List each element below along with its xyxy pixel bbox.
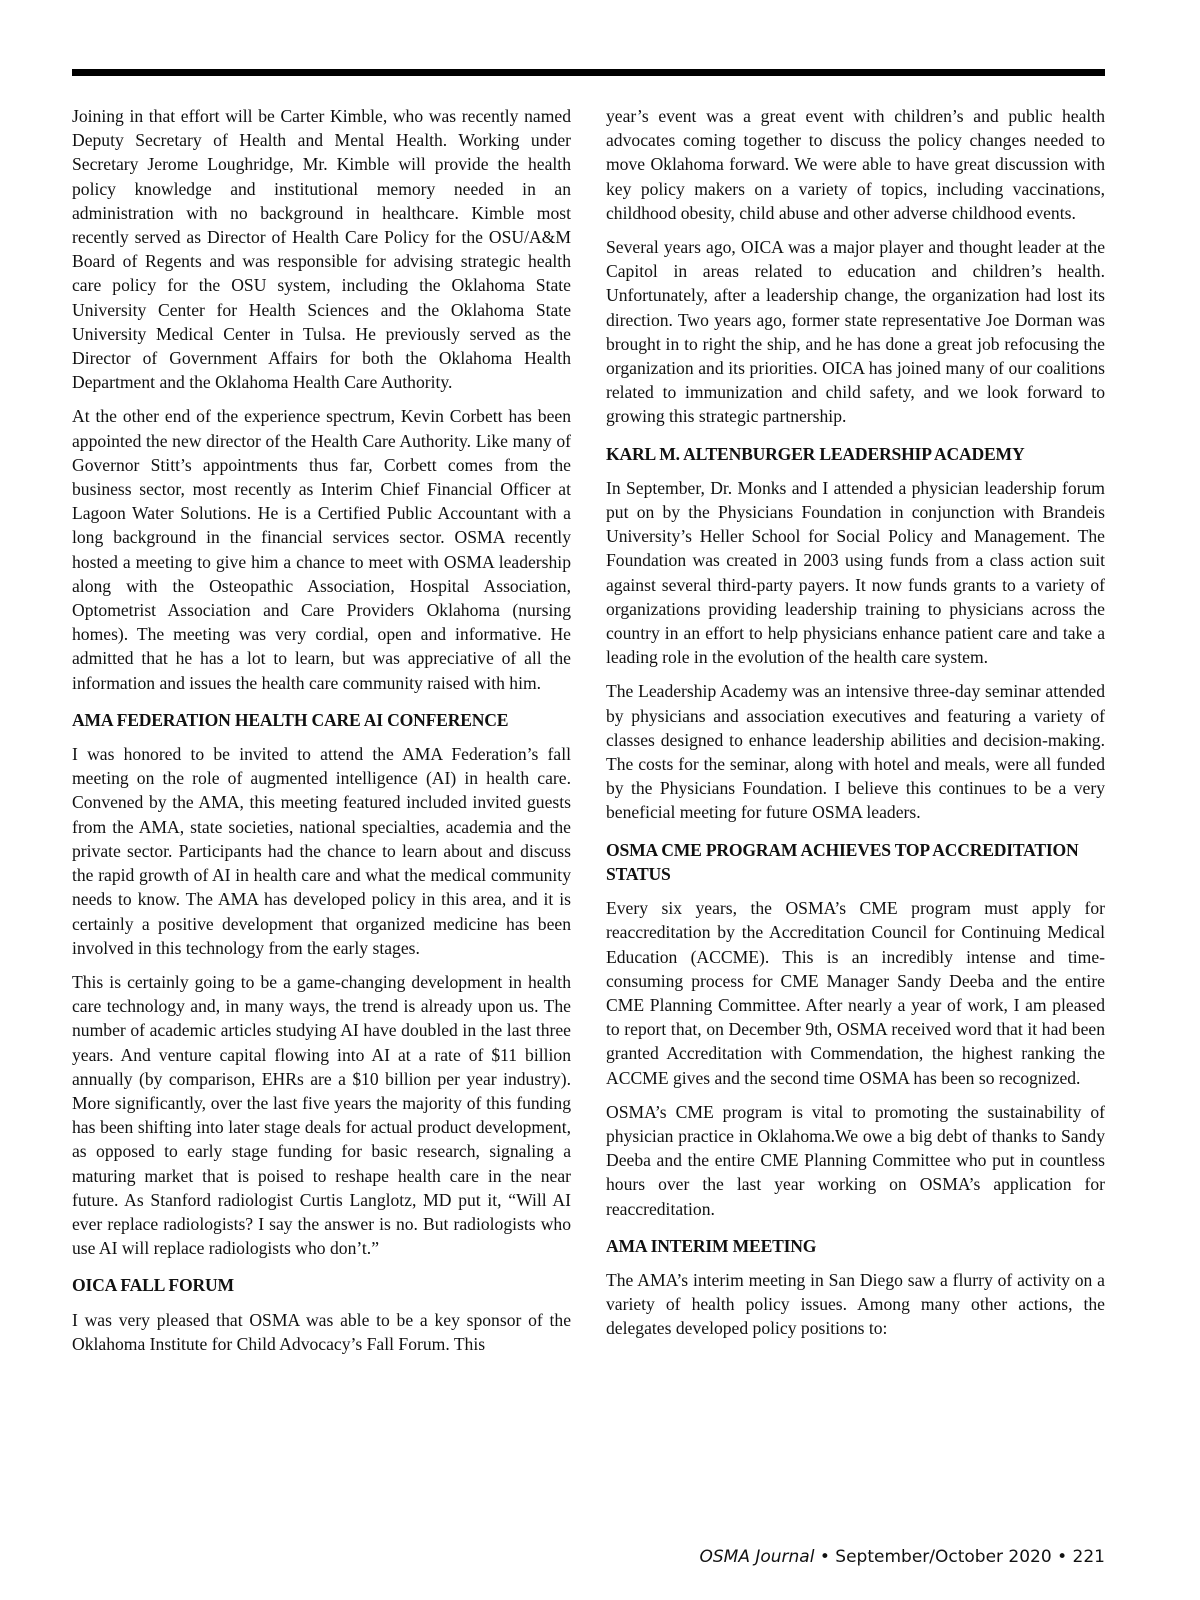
section-heading: OICA FALL FORUM — [72, 1275, 234, 1296]
section-heading: OSMA CME PROGRAM ACHIEVES TOP ACCREDITATION STATUS — [606, 839, 1079, 884]
left-column — [72, 104, 571, 1366]
paragraph: Several years ago, OICA was a major player and thought leader at the Capitol in areas related to education and children’s health. Unfortunately, after a leadership change, the organization had lost its direction. Two years ago, former state representative Joe Dorman was brought in to right the ship, and he has done a great job refocusing the organization and its priorities. OICA has joined many of our coalitions related to immunization and child safety, and we look forward to growing this strategic partnership. — [606, 237, 1105, 427]
issue-date: September/October 2020 — [835, 1547, 1052, 1567]
paragraph: The Leadership Academy was an intensive three-day seminar attended by physicians and association executives and featuring a variety of classes designed to enhance leadership abilities and decision-making. The costs for the seminar, along with hotel and meals, were all funded by the Physicians Foundation. I believe this continues to be a very beneficial meeting for future OSMA leaders. — [606, 681, 1105, 823]
paragraph: I was very pleased that OSMA was able to be a key sponsor of the Oklahoma Institute for Child Advocacy’s Fall Forum. This — [72, 1309, 571, 1354]
paragraph: The AMA’s interim meeting in San Diego saw a flurry of activity on a variety of health policy issues. Among many other actions, the delegates developed policy positions to: — [606, 1269, 1105, 1339]
top-rule — [72, 69, 1105, 76]
journal-name: OSMA Journal — [699, 1547, 815, 1567]
section-heading: AMA INTERIM MEETING — [606, 1235, 817, 1256]
paragraph: year’s event was a great event with children’s and public health advocates coming together to discuss the policy changes needed to move Oklahoma forward. We were able to have great discussion with key policy makers on a variety of topics, including vaccinations, childhood obesity, child abuse and other adverse childhood events. — [606, 106, 1105, 223]
paragraph: This is certainly going to be a game-changing development in health care technology and, in many ways, the trend is already upon us. The number of academic articles studying AI have doubled in the last three years. And venture capital flowing into AI at a rate of $11 billion annually (by comparison, EHRs are a $10 billion per year industry). More significantly, over the last five years the majority of this funding has been shifting into later stage deals for actual product development, as opposed to early stage funding for basic research, signaling a maturing market that is poised to reshape health care in the near future. As Stanford radiologist Curtis Langlotz, MD put it, “Will AI ever replace radiologists? I say the answer is no. But radiologists who use AI will replace radiologists who don’t.” — [72, 971, 571, 1259]
paragraph: OSMA’s CME program is vital to promoting the sustainability of physician practice in Oklahoma.We owe a big debt of thanks to Sandy Deeba and the entire CME Planning Committee who put in countless hours over the last year working on OSMA’s application for reaccreditation. — [606, 1101, 1105, 1219]
paragraph: At the other end of the experience spectrum, Kevin Corbett has been appointed the new director of the Health Care Authority. Like many of Governor Stitt’s appointments thus far, Corbett comes from the business sector, most recently as Interim Chief Financial Officer at Lagoon Water Solutions. He is a Certified Public Accountant with a long background in the financial services sector. OSMA recently hosted a meeting to give him a chance to meet with OSMA leadership along with the Osteopathic Association, Hospital Association, Optometrist Association and Care Providers Oklahoma (nursing homes). The meeting was very cordial, open and informative. He admitted that he has a lot to learn, but was appreciative of all the information and issues the health care community raised with him. — [72, 406, 571, 693]
right-column — [606, 104, 1105, 1351]
section-heading: KARL M. ALTENBURGER LEADERSHIP ACADEMY — [606, 443, 1025, 464]
page-footer — [699, 1547, 1105, 1567]
page-number: 221 — [1072, 1547, 1105, 1567]
section-heading: AMA FEDERATION HEALTH CARE AI CONFERENCE — [72, 709, 509, 730]
paragraph: Joining in that effort will be Carter Kimble, who was recently named Deputy Secretary of Health and Mental Health. Working under Secretary Jerome Loughridge, Mr. Kimble will provide the health policy knowledge and institutional memory needed in an administration with no background in healthcare. Kimble most recently served as Director of Health Care Policy for the OSU/A&M Board of Regents and was responsible for advising strategic health care policy for the OSU system, including the Oklahoma State University Center for Health Sciences and the Oklahoma State University Medical Center in Tulsa. He previously served as the Director of Government Affairs for both the Oklahoma Health Department and the Oklahoma Health Care Authority. — [72, 106, 571, 393]
paragraph: Every six years, the OSMA’s CME program must apply for reaccreditation by the Accreditation Council for Continuing Medical Education (ACCME). This is an incredibly intense and time-consuming process for CME Manager Sandy Deeba and the entire CME Planning Committee. After nearly a year of work, I am pleased to report that, on December 9th, OSMA received word that it had been granted Accreditation with Commendation, the highest ranking the ACCME gives and the second time OSMA has been so recognized. — [606, 898, 1105, 1088]
paragraph: I was honored to be invited to attend the AMA Federation’s fall meeting on the role of augmented intelligence (AI) in health care. Convened by the AMA, this meeting featured included invited guests from the AMA, state societies, national specialties, academia and the private sector. Participants had the chance to learn about and discuss the rapid growth of AI in health care and what the medical community needs to know. The AMA has developed policy in this area, and it is certainly a positive development that organized medicine has been involved in this technology from the early stages. — [72, 744, 571, 958]
paragraph: In September, Dr. Monks and I attended a physician leadership forum put on by the Physicians Foundation in conjunction with Brandeis University’s Heller School for Social Policy and Management. The Foundation was created in 2003 using funds from a class action suit against several third-party payers. It now funds grants to a variety of organizations providing leadership training to physicians across the country in an effort to help physicians enhance patient care and take a leading role in the evolution of the health care system. — [606, 477, 1105, 668]
separator: • — [1057, 1547, 1073, 1567]
separator: • — [819, 1547, 836, 1567]
